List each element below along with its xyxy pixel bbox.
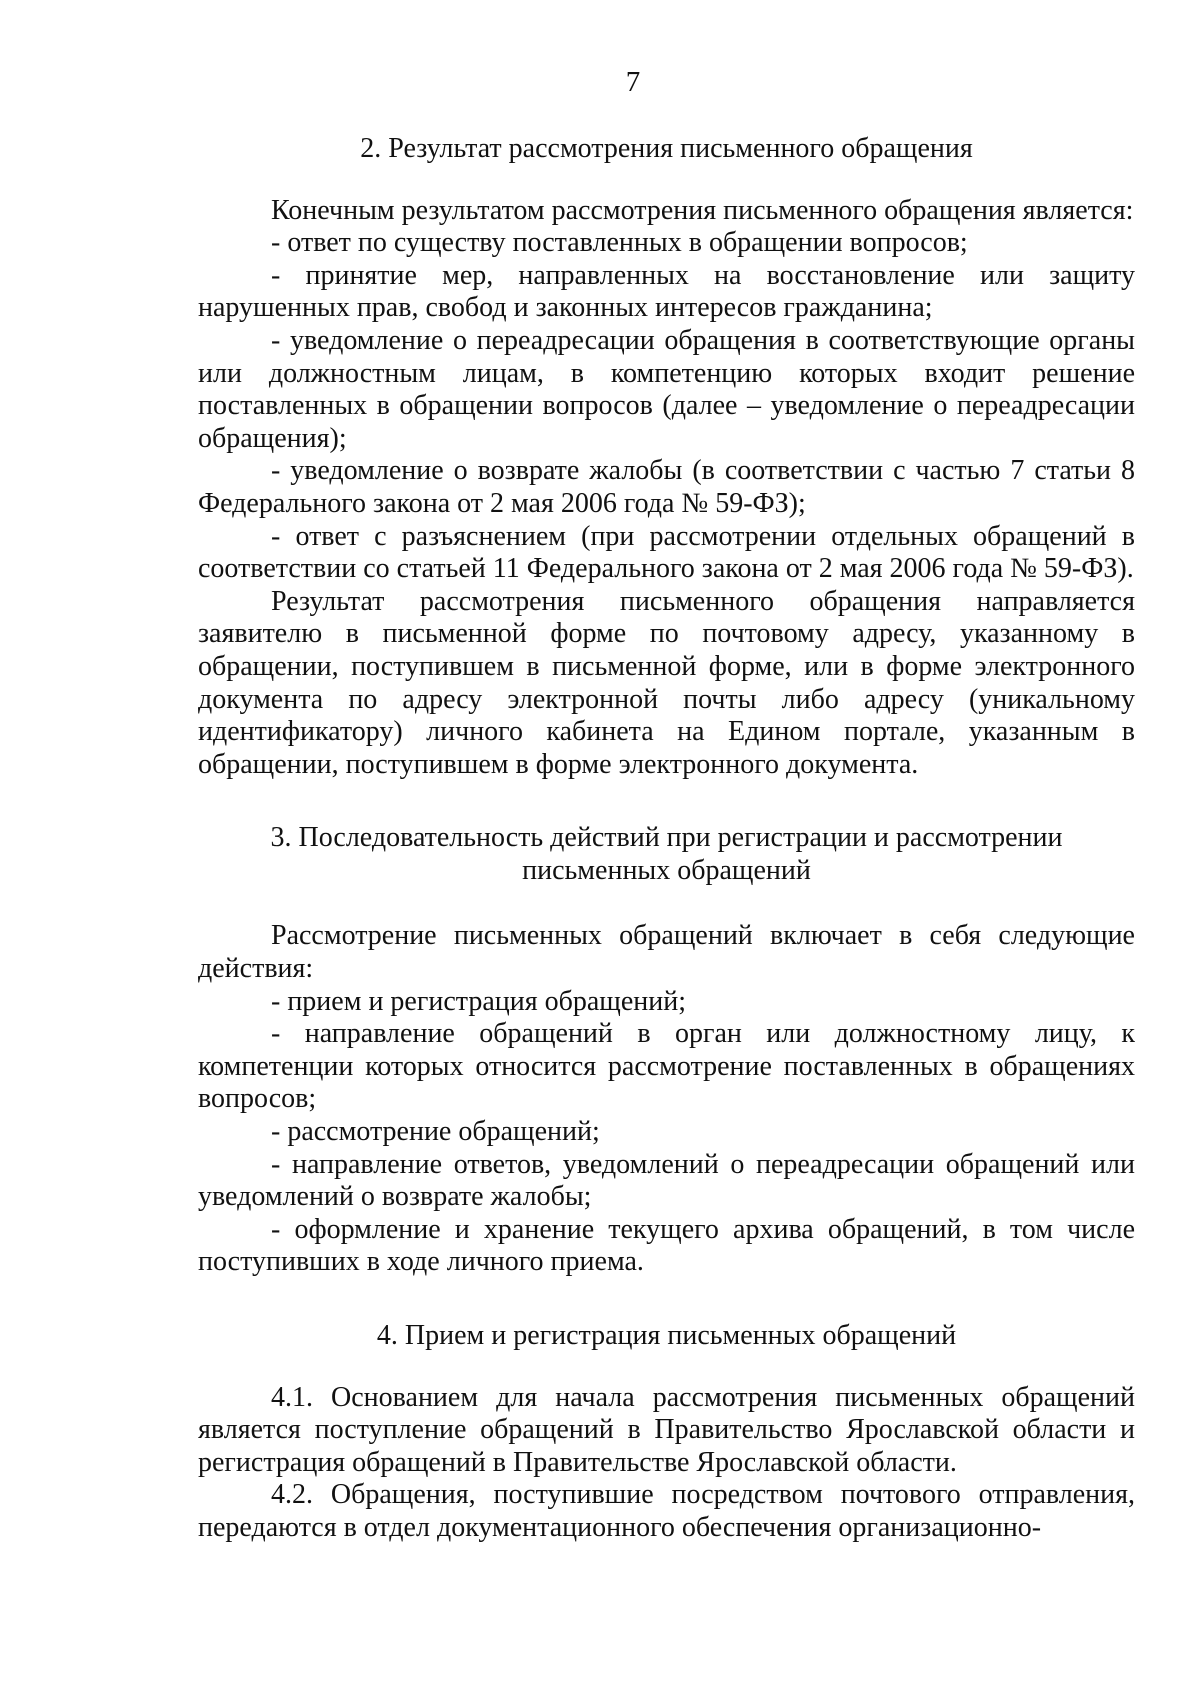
list-item: - прием и регистрация обращений; [271, 985, 686, 1017]
list-item: - направление обращений в орган или должностному лицу, к компетенции которых относится рассмотрение поставленных в обращениях вопросов; [198, 1018, 1135, 1115]
section-4-heading [198, 1320, 1135, 1353]
paragraph: Результат рассмотрения письменного обращения направляется заявителю в письменной форме по почтовому адресу, указанному в обращении, поступившем в письменной форме, или в форме электронного документа по адресу электронной почты либо адресу (уникальному идентификатору) личного кабинета на Едином портале, указанным в обращении, поступившем в форме электронного документа. [198, 585, 1135, 780]
list-item: - уведомление о возврате жалобы (в соответствии с частью 7 статьи 8 Федерального закона от 2 мая 2006 года № 59-ФЗ); [198, 455, 1135, 519]
document-body [198, 133, 1135, 1545]
list-item: - принятие мер, направленных на восстановление или защиту нарушенных прав, свобод и законных интересов гражданина; [198, 259, 1135, 324]
list-item: - оформление и хранение текущего архива обращений, в том числе поступивших в ходе личного приема. [198, 1213, 1135, 1278]
list-item: - ответ с разъяснением (при рассмотрении отдельных обращений в соответствии со статьей 11 Федерального закона от 2 мая 2006 года № 59-ФЗ). [198, 520, 1135, 585]
paragraph: Конечным результатом рассмотрения письменного обращения является: [271, 194, 1134, 226]
heading-line: 4. Прием и регистрация письменных обращений [376, 1320, 957, 1351]
paragraph: 4.2. Обращения, поступившие посредством почтового отправления, передаются в отдел документационного обеспечения организационно- [198, 1479, 1135, 1543]
section-2-heading [198, 133, 1135, 166]
paragraph: 4.1. Основанием для начала рассмотрения письменных обращений является поступление обращений в Правительство Ярославской области и регистрация обращений в Правительстве Ярославской области. [198, 1381, 1135, 1478]
paragraph: Рассмотрение письменных обращений включает в себя следующие действия: [198, 920, 1135, 985]
heading-line: письменных обращений [522, 854, 811, 886]
page-number: 7 [625, 66, 641, 98]
list-item: - ответ по существу поставленных в обращении вопросов; [271, 227, 968, 259]
heading-line: 2. Результат рассмотрения письменного обращения [360, 133, 973, 164]
heading-line: 3. Последовательность действий при регистрации и рассмотрении [270, 822, 1063, 854]
list-item: - уведомление о переадресации обращения в соответствующие органы или должностным лицам, в компетенцию которых входит решение поставленных в обращении вопросов (далее – уведомление о переадресации обращения); [198, 324, 1135, 454]
list-item: - рассмотрение обращений; [271, 1116, 600, 1148]
list-item: - направление ответов, уведомлений о переадресации обращений или уведомлений о возврате жалобы; [198, 1148, 1135, 1213]
section-3-heading [198, 822, 1135, 887]
